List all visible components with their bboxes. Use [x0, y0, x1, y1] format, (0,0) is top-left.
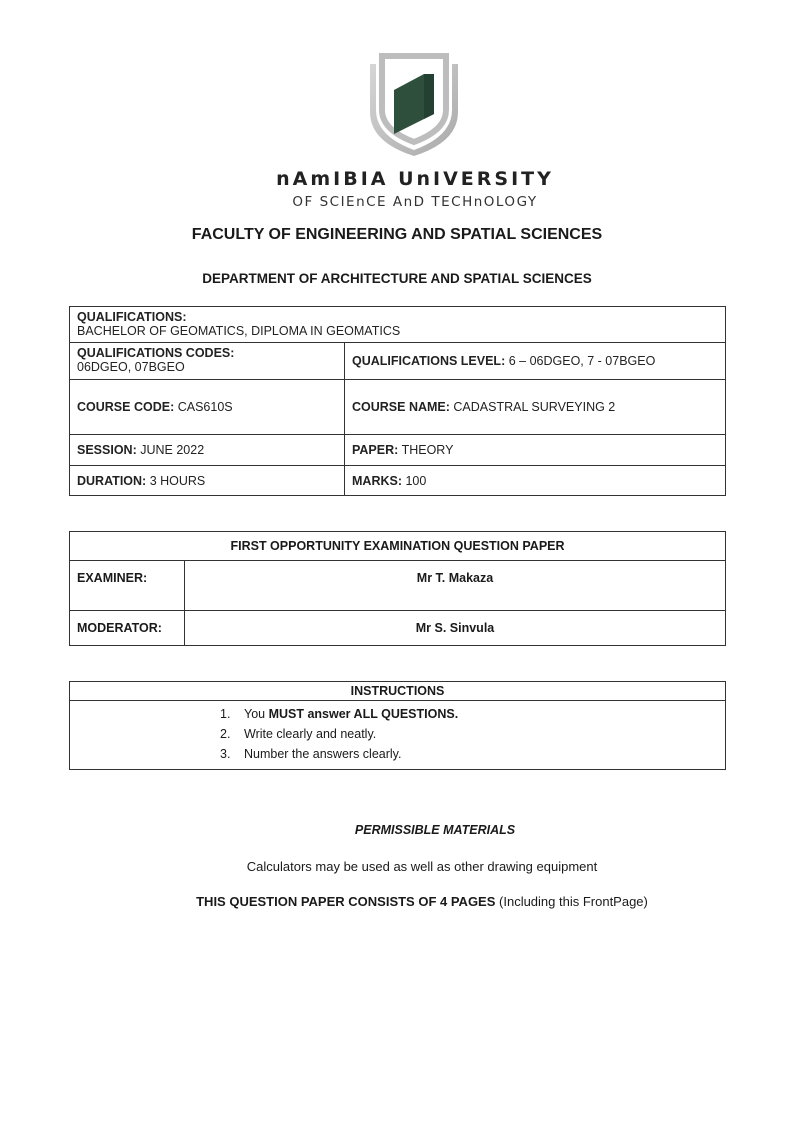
calculators-note: Calculators may be used as well as other drawing equipment: [246, 859, 598, 874]
instructions-box: [69, 681, 726, 770]
course-name-label: COURSE NAME:: [352, 400, 450, 414]
instruction-emphasis: MUST answer ALL QUESTIONS: [268, 707, 455, 721]
university-name: nAmIBIA UnIVERSITY: [276, 168, 554, 190]
session-cell: [70, 435, 345, 466]
faculty-title: FACULTY OF ENGINEERING AND SPATIAL SCIENCES: [191, 226, 603, 243]
session-value: JUNE 2022: [140, 443, 205, 457]
instructions-list: [220, 704, 458, 764]
course-name-cell: [345, 380, 726, 435]
instructions-title: INSTRUCTIONS: [70, 682, 725, 701]
course-code-label: COURSE CODE:: [77, 400, 175, 414]
department-title: DEPARTMENT OF ARCHITECTURE AND SPATIAL SCIENCES: [202, 271, 592, 286]
page-count-rest: (Including this FrontPage): [495, 894, 648, 909]
university-subtitle: OF SCIEnCE AnD TECHnOLOGY: [292, 194, 538, 210]
examiner-value: Mr T. Makaza: [185, 561, 726, 611]
marks-cell: [345, 466, 726, 496]
page-count-note: [0, 894, 794, 909]
marks-value: 100: [405, 473, 427, 488]
examiner-label: EXAMINER:: [70, 561, 185, 611]
duration-row: [70, 466, 726, 496]
paper-value: THEORY: [401, 443, 454, 457]
page-count-bold: THIS QUESTION PAPER CONSISTS OF 4 PAGES: [196, 894, 496, 909]
paper-cell: [345, 435, 726, 466]
session-label: SESSION:: [77, 443, 137, 457]
course-info-table: [69, 306, 726, 496]
qualifications-row: [70, 307, 726, 343]
moderator-row: [70, 611, 726, 646]
codes-cell: [70, 343, 345, 380]
codes-label: QUALIFICATIONS CODES:: [77, 346, 235, 360]
level-label: QUALIFICATIONS LEVEL:: [352, 354, 506, 368]
instruction-text: You: [244, 707, 269, 721]
instruction-item: [220, 744, 458, 764]
moderator-label: MODERATOR:: [70, 611, 185, 646]
instruction-number: 1.: [220, 707, 231, 721]
duration-label: DURATION:: [77, 473, 147, 488]
instruction-suffix: .: [454, 707, 459, 721]
instruction-number: 2.: [220, 727, 231, 741]
exam-title-row: [70, 532, 726, 561]
qualifications-value: BACHELOR OF GEOMATICS, DIPLOMA IN GEOMATICS: [77, 324, 401, 338]
session-row: [70, 435, 726, 466]
course-row: [70, 380, 726, 435]
course-code-value: CAS610S: [177, 400, 233, 414]
examination-table: [69, 531, 726, 646]
duration-cell: [70, 466, 345, 496]
university-logo: [366, 52, 462, 156]
paper-label: PAPER:: [352, 443, 399, 457]
level-value: 6 – 06DGEO, 7 - 07BGEO: [508, 354, 656, 368]
exam-title: FIRST OPPORTUNITY EXAMINATION QUESTION PAPER: [70, 532, 726, 561]
marks-label: MARKS:: [352, 473, 402, 488]
permissible-materials-title: PERMISSIBLE MATERIALS: [354, 823, 516, 837]
duration-value: 3 HOURS: [149, 473, 206, 488]
codes-row: [70, 343, 726, 380]
level-cell: [345, 343, 726, 380]
instruction-text: Number the answers clearly.: [244, 747, 402, 761]
qualifications-cell: [70, 307, 726, 343]
instruction-text: Write clearly and neatly.: [244, 727, 377, 741]
course-code-cell: [70, 380, 345, 435]
moderator-value: Mr S. Sinvula: [185, 611, 726, 646]
nust-shield-logo-icon: [366, 52, 462, 156]
qualifications-label: QUALIFICATIONS:: [77, 310, 187, 324]
examiner-row: [70, 561, 726, 611]
instruction-item: [220, 724, 458, 744]
instruction-number: 3.: [220, 747, 231, 761]
instruction-item: [220, 704, 458, 724]
codes-value: 06DGEO, 07BGEO: [77, 360, 185, 374]
course-name-value: CADASTRAL SURVEYING 2: [453, 400, 616, 414]
